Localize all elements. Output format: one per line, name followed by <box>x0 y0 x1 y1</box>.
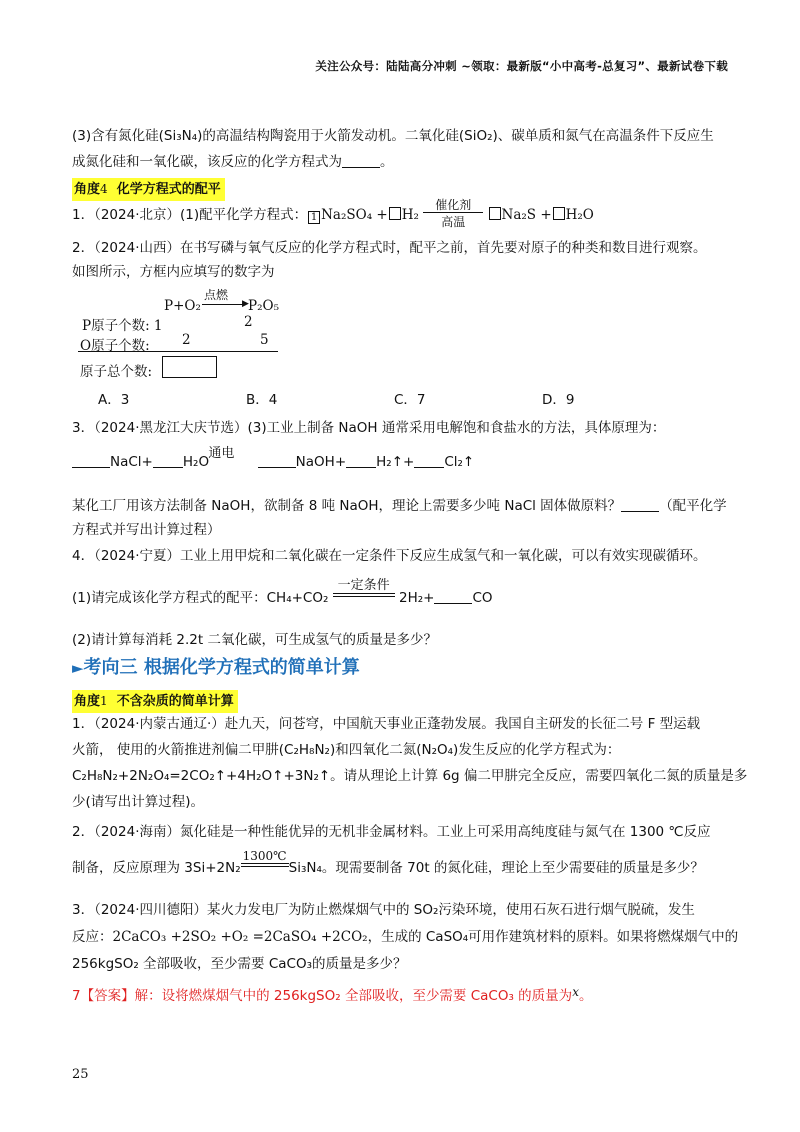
eq-h2o-2: H₂O <box>182 454 210 470</box>
section3-heading <box>72 658 732 679</box>
diagram-arrow <box>202 304 246 305</box>
a4q3-line4: 方程式并写出计算过程） <box>72 522 221 538</box>
a4q3-equation <box>72 446 732 472</box>
a4q3-line3-text: 某化工厂用该方法制备 NaOH，欲制备 8 吨 NaOH，理论上需要多少吨 NaCl 固体做原料？ <box>72 498 622 514</box>
angle1-label: 角度1 不含杂质的简单计算 <box>72 690 238 713</box>
a4q4-line2 <box>72 578 732 608</box>
b1q2-line2 <box>72 849 732 878</box>
a4q3-line3 <box>72 496 732 516</box>
b1q3-line2-end: ，生成的 CaSO₄可用作建筑材料的原料。如果将燃煤烟气中的 <box>367 929 739 945</box>
b1q1-line4: 少(请写出计算过程)。 <box>72 794 205 810</box>
atom-count-diagram <box>78 290 288 390</box>
b1q2-eq-right: Si₃N₄。现需要制备 70t 的氮化硅，理论上至少需要硅的质量是多少？ <box>288 860 704 876</box>
b1q1-line3: C₂H₈N₂+2N₂O₄=2CO₂↑+4H₂O↑+3N₂↑。请从理论上计算 6g 偏二甲肼完全反应，需要四氧化二氮的质量是多 <box>72 768 748 784</box>
blank-co[interactable] <box>434 589 472 604</box>
page-header: 关注公众号：陆陆高分冲刺 ~领取：最新版“小中高考-总复习”、最新试卷下载 <box>315 59 728 73</box>
coef-box-1[interactable]: 1 <box>308 211 320 224</box>
diagram-divider <box>78 351 278 352</box>
b1q3-equation: 2CaCO₃ +2SO₂ +O₂ =2CaSO₄ +2CO₂ <box>112 929 368 945</box>
eq-na2s: Na₂S + <box>501 207 552 223</box>
a4q1-prefix: 1．（2024·北京）(1)配平化学方程式： <box>72 207 308 223</box>
option-a[interactable]: A．3 <box>98 392 130 408</box>
eq-h2o: H₂O <box>565 207 594 223</box>
a4q1 <box>72 198 732 232</box>
a4q2-line2: 如图所示，方框内应填写的数字为 <box>72 264 275 280</box>
eq-h2: H₂ <box>401 207 419 223</box>
q3-intro-line2 <box>72 152 732 172</box>
row-o-reactant-count: 2 <box>182 332 191 348</box>
a4q4-line1: 4．（2024·宁夏）工业上用甲烷和二氧化碳在一定条件下反应生成氢气和一氧化碳，可以有效实现碳循环。 <box>72 548 707 564</box>
condition-electrolysis: 通电 <box>208 446 235 461</box>
blank-h2o[interactable] <box>153 453 183 468</box>
condition-certain: 一定条件 <box>333 579 395 597</box>
answer-text: 解：设将燃煤烟气中的 256kgSO₂ 全部吸收，至少需要 CaCO₃ 的质量为 <box>134 988 573 1004</box>
section-marker-icon: ► <box>72 659 84 677</box>
blank-h2[interactable] <box>346 453 376 468</box>
blank-nacl-mass[interactable] <box>621 497 659 512</box>
page-number: 25 <box>72 1067 89 1082</box>
eq-cl2: Cl₂↑ <box>444 454 475 470</box>
answer-blank[interactable] <box>342 153 380 168</box>
row-total: 原子总个数: <box>80 364 153 380</box>
blank-nacl[interactable] <box>72 453 110 468</box>
angle1-heading <box>72 690 732 713</box>
b1q2-eq-left: 制备，反应原理为 3Si+2N₂ <box>72 860 241 876</box>
b1q2-line1: 2．（2024·海南）氮化硅是一种性能优异的无机非金属材料。工业上可采用高纯度硅与氮气在 1300 ℃反应 <box>72 824 711 840</box>
answer-line <box>72 982 732 1006</box>
total-answer-box[interactable] <box>162 356 217 378</box>
b1q3-reaction-label: 反应： <box>72 929 113 945</box>
answer-end: 。 <box>578 988 593 1004</box>
angle4-label: 角度4 化学方程式的配平 <box>72 178 225 201</box>
section3-title: 考向三 根据化学方程式的简单计算 <box>83 657 360 678</box>
q3-intro-line1: (3)含有氮化硅(Si₃N₄)的高温结构陶瓷用于火箭发动机。二氧化硅(SiO₂)、碳单质和氮气在高温条件下反应生 <box>72 128 714 144</box>
coef-box-4[interactable] <box>553 207 565 220</box>
eq-h2-up: H₂↑+ <box>376 454 415 470</box>
eq-nacl: NaCl+ <box>110 454 153 470</box>
a4q4-eq-mid: 2H₂+ <box>398 590 435 606</box>
eq-na2so4: Na₂SO₄ + <box>321 207 388 223</box>
b1q1-line2: 火箭， 使用的火箭推进剂偏二甲肼(C₂H₈N₂)和四氧化二氮(N₂O₄)发生反应的化学方程式为： <box>72 742 621 758</box>
a4q3-line1: 3．（2024·黑龙江大庆节选）(3)工业上制备 NaOH 通常采用电解饱和食盐水的方法，具体原理为： <box>72 420 666 436</box>
row-p-product-count: 2 <box>244 314 253 330</box>
blank-naoh[interactable] <box>258 453 296 468</box>
b1q1-line1: 1．（2024·内蒙古通辽·）赴九天，问苍穹，中国航天事业正蓬勃发展。我国自主研发的长征二号 F 型运载 <box>72 716 701 732</box>
a4q3-line3-end: （配平化学 <box>659 498 727 514</box>
diagram-product: P₂O₅ <box>248 298 279 314</box>
row-o-product-count: 5 <box>260 332 269 348</box>
answer-number: 7 <box>72 988 81 1004</box>
row-o-atoms: O原子个数: <box>80 338 150 354</box>
b1q3-line3: 256kgSO₂ 全部吸收，至少需要 CaCO₃的质量是多少？ <box>72 956 407 972</box>
diagram-reactants: P+O₂ <box>164 298 201 314</box>
condition-1300c: 1300℃ <box>241 849 289 867</box>
coef-box-3[interactable] <box>489 207 501 220</box>
a4q2-line1: 2．（2024·山西）在书写磷与氧气反应的化学方程式时，配平之前，首先要对原子的种类和数目进行观察。 <box>72 240 707 256</box>
b1q3-line1: 3．（2024·四川德阳）某火力发电厂为防止燃煤烟气中的 SO₂污染环境，使用石灰石进行烟气脱硫，发生 <box>72 902 695 918</box>
arrow-head: ▶ <box>242 299 249 309</box>
answer-tag: 【答案】 <box>80 988 135 1004</box>
coef-box-2[interactable] <box>389 207 401 220</box>
a4q4-line3: (2)请计算每消耗 2.2t 二氧化碳，可生成氢气的质量是多少？ <box>72 632 437 648</box>
a4q4-eq-co: CO <box>472 590 493 606</box>
diagram-condition: 点燃 <box>204 288 229 302</box>
option-c[interactable]: C．7 <box>394 392 426 408</box>
option-d[interactable]: D．9 <box>542 392 575 408</box>
answer-variable: x <box>572 985 579 999</box>
condition-catalyst: 催化剂 高温 <box>423 198 483 229</box>
q3-intro-line2-text: 成氮化硅和一氧化碳，该反应的化学方程式为 <box>72 154 342 170</box>
eq-naoh: NaOH+ <box>295 454 347 470</box>
option-b[interactable]: B．4 <box>246 392 278 408</box>
row-p-atoms: P原子个数: 1 <box>82 318 163 334</box>
blank-cl2[interactable] <box>414 453 444 468</box>
a4q4-eq-left: (1)请完成该化学方程式的配平：CH₄+CO₂ <box>72 590 329 606</box>
b1q3-line2 <box>72 927 739 947</box>
q3-intro-line2-end: 。 <box>380 154 394 170</box>
